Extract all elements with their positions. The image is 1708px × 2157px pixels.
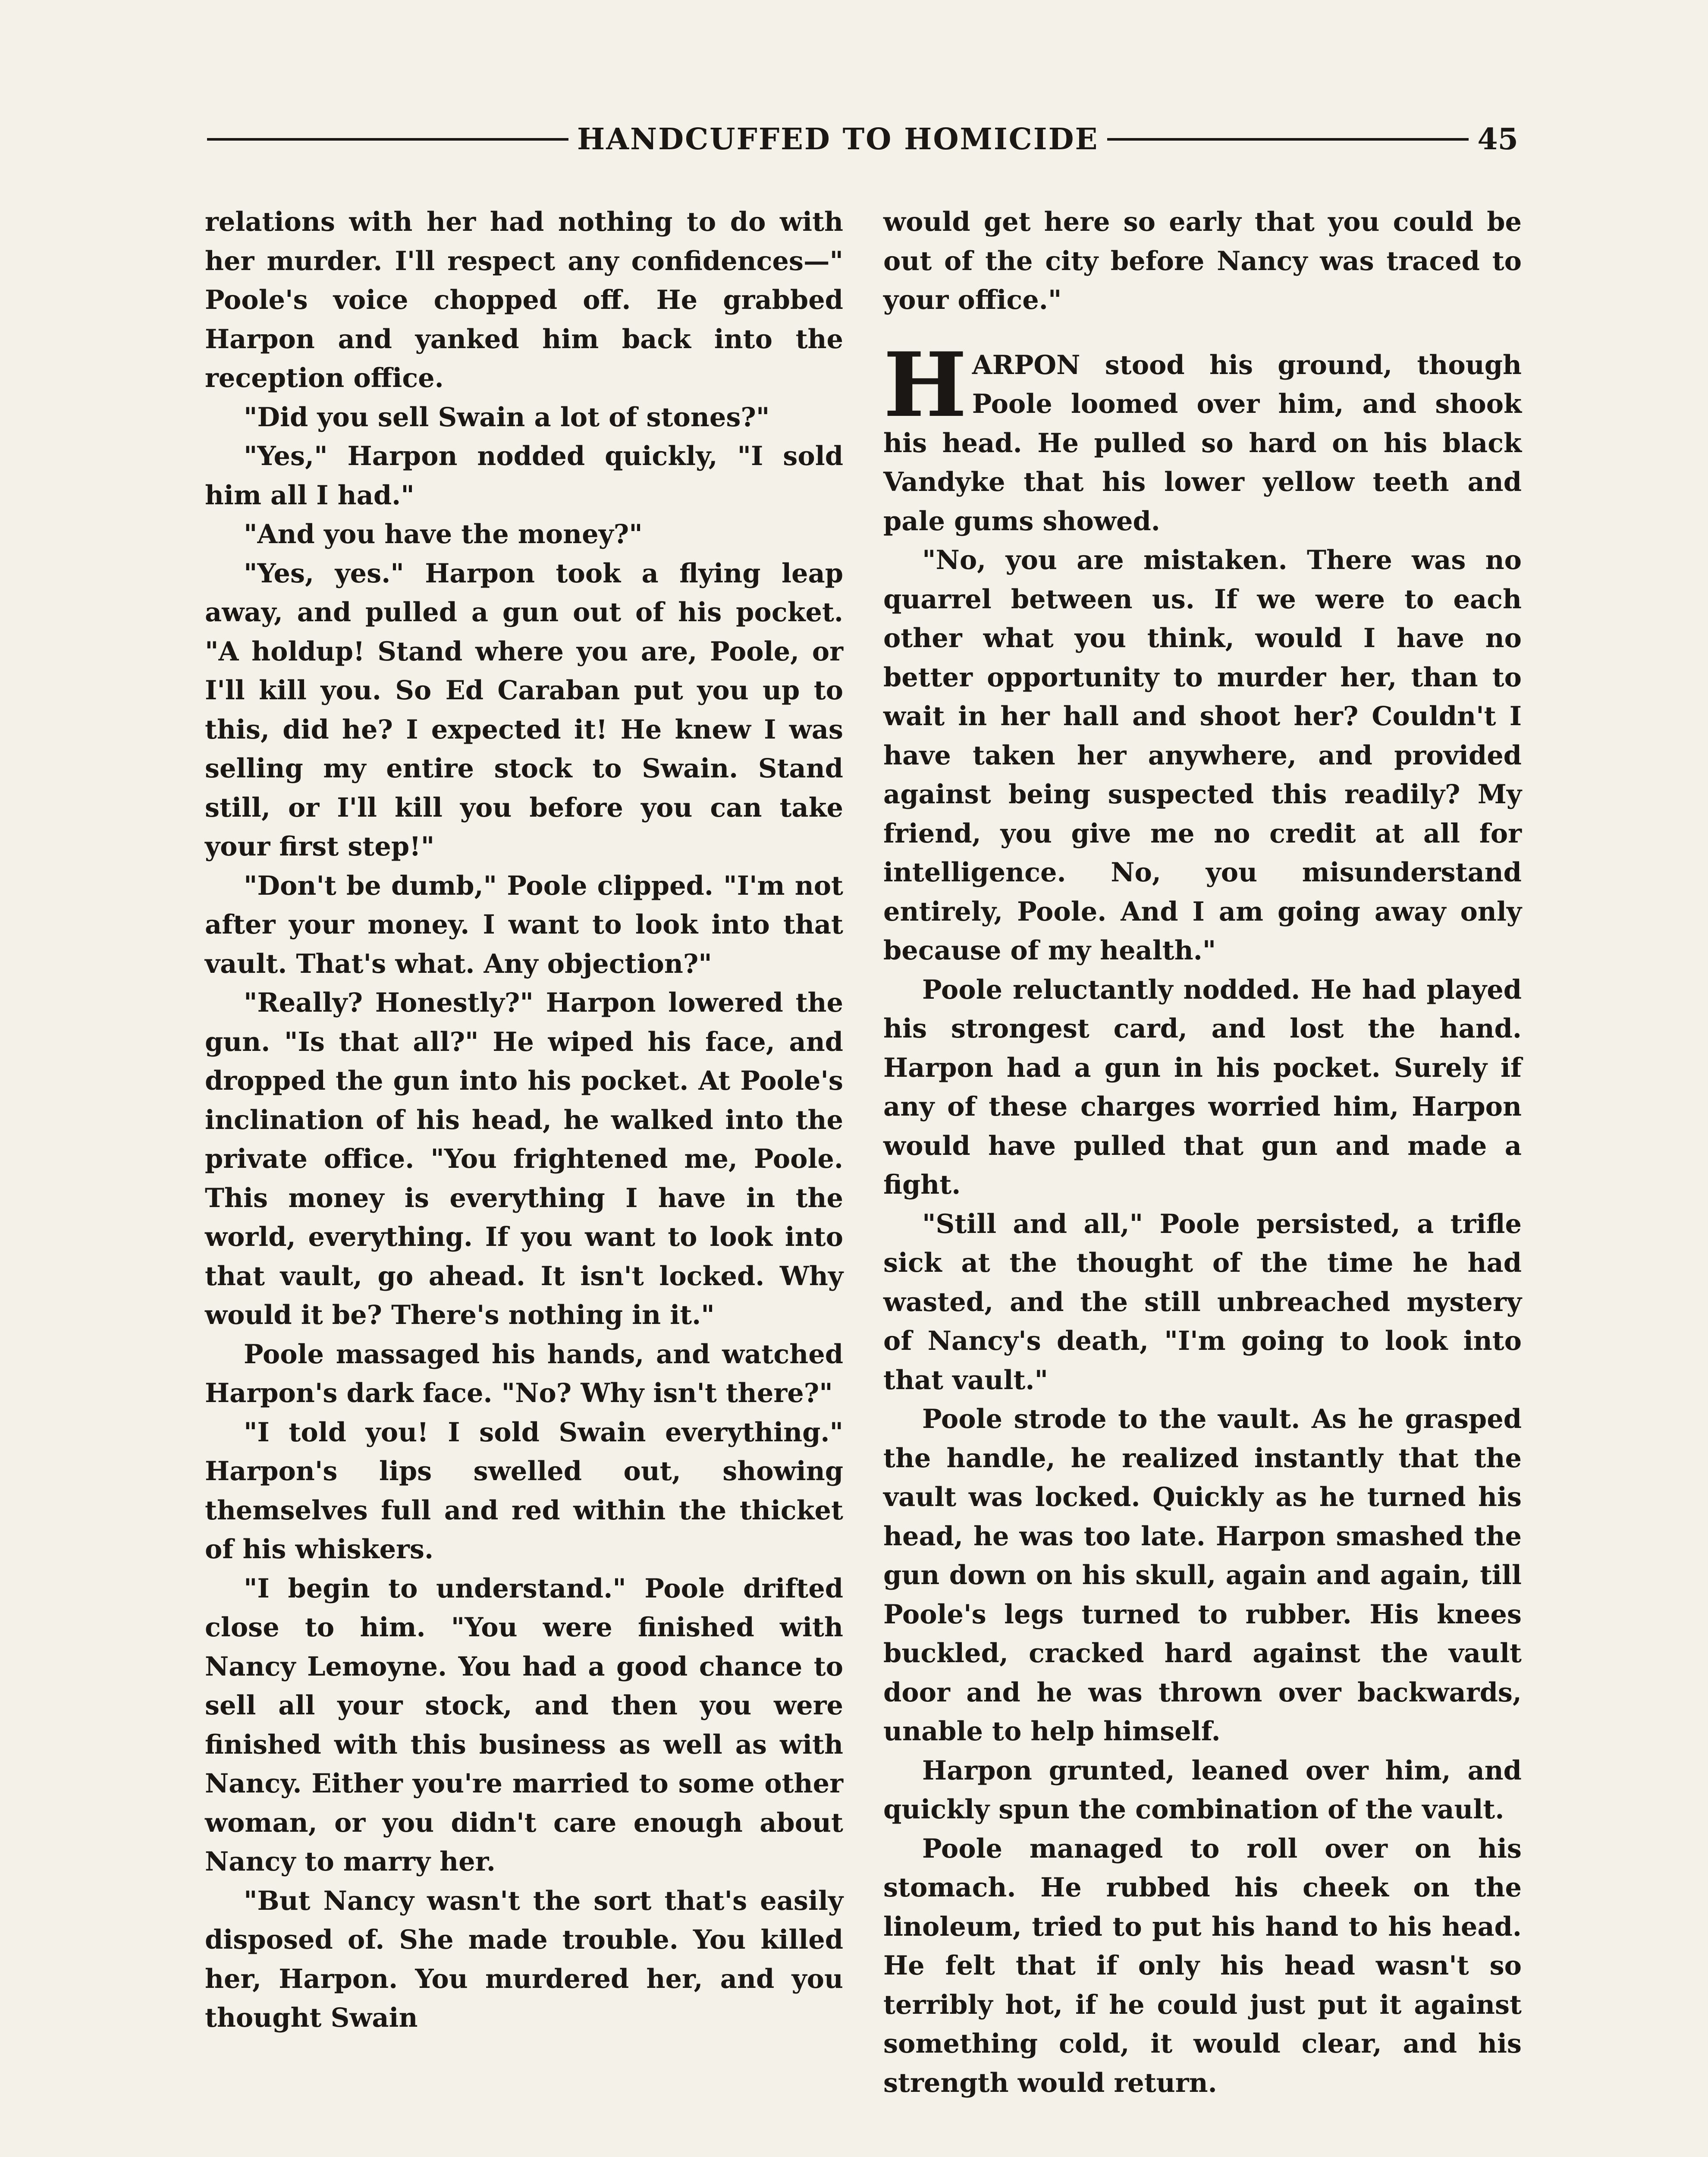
section-opening-text: ARPON stood his ground, though Poole loomed over him, and shook his head. He pulled so hard on his black Vandyke that his lower yellow teeth and pale gums showed. <box>883 349 1522 537</box>
paragraph: "Still and all," Poole persisted, a trifle sick at the thought of the time he had wasted, and the still unbreached mystery of Nancy's death, "I'm going to look into that vault." <box>883 1208 1522 1396</box>
paragraph: relations with her had nothing to do with her murder. I'll respect any confidences—" Poole's voice chopped off. He grabbed Harpon and yanked him back into the reception office. <box>205 207 843 393</box>
drop-cap: H <box>883 333 967 437</box>
left-column <box>205 203 843 2038</box>
paragraph: "And you have the money?" <box>244 519 643 550</box>
header-rule-left <box>207 138 568 141</box>
paragraph: Poole reluctantly nodded. He had played his strongest card, and lost the hand. Harpon had a gun in his pocket. Surely if any of these charges worried him, Harpon would have pulled that gun and made a fight. <box>883 974 1522 1200</box>
paragraph: "Don't be dumb," Poole clipped. "I'm not after your money. I want to look into that vault. That's what. Any objection?" <box>205 870 843 979</box>
paragraph: "Did you sell Swain a lot of stones?" <box>244 402 770 433</box>
paragraph: "But Nancy wasn't the sort that's easily disposed of. She made trouble. You killed her, Harpon. You murdered her, and you thought Swain <box>205 1885 843 2033</box>
paragraph: Poole massaged his hands, and watched Harpon's dark face. "No? Why isn't there?" <box>205 1339 843 1409</box>
paragraph: "Yes," Harpon nodded quickly, "I sold him all I had." <box>205 441 843 511</box>
running-header <box>207 116 1518 163</box>
section-opening-paragraph <box>883 333 1522 541</box>
paragraph: would get here so early that you could be out of the city before Nancy was traced to your office." <box>883 207 1522 315</box>
paragraph: Harpon grunted, leaned over him, and quickly spun the combination of the vault. <box>883 1755 1522 1825</box>
paragraph: "I begin to understand." Poole drifted close to him. "You were finished with Nancy Lemoyne. You had a good chance to sell all your stock, and then you were finished with this business as well as with Nancy. Either you're married to some other woman, or you didn't care enough about Nancy to marry her. <box>205 1573 843 1877</box>
right-column <box>883 203 1522 2103</box>
page-number: 45 <box>1477 122 1518 157</box>
header-rule-right <box>1107 138 1469 141</box>
paragraph: Poole managed to roll over on his stomach. He rubbed his cheek on the linoleum, tried to put his hand to his head. He felt that if only his head wasn't so terribly hot, if he could just put it against something cold, it would clear, and his strength would return. <box>883 1833 1522 2098</box>
paragraph: "Yes, yes." Harpon took a flying leap away, and pulled a gun out of his pocket. "A holdup! Stand where you are, Poole, or I'll kill you. So Ed Caraban put you up to this, did he? I expected it! He knew I was selling my entire stock to Swain. Stand still, or I'll kill you before you can take your first step!" <box>205 558 843 862</box>
paragraph: Poole strode to the vault. As he grasped the handle, he realized instantly that the vault was locked. Quickly as he turned his head, he was too late. Harpon smashed the gun down on his skull, again and again, till Poole's legs turned to rubber. His knees buckled, cracked hard against the vault door and he was thrown over backwards, unable to help himself. <box>883 1404 1522 1747</box>
paragraph: "Really? Honestly?" Harpon lowered the gun. "Is that all?" He wiped his face, and dropped the gun into his pocket. At Poole's inclination of his head, he walked into the private office. "You frightened me, Poole. This money is everything I have in the world, everything. If you want to look into that vault, go ahead. It isn't locked. Why would it be? There's nothing in it." <box>205 987 843 1330</box>
paragraph: "No, you are mistaken. There was no quarrel between us. If we were to each other what you think, would I have no better opportunity to murder her, than to wait in her hall and shoot her? Couldn't I have taken her anywhere, and provided against being suspected this readily? My friend, you give me no credit at all for intelligence. No, you misunderstand entirely, Poole. And I am going away only because of my health." <box>883 545 1522 966</box>
header-title: HANDCUFFED TO HOMICIDE <box>577 122 1099 157</box>
paragraph: "I told you! I sold Swain everything." Harpon's lips swelled out, showing themselves full and red within the thicket of his whiskers. <box>205 1417 843 1565</box>
